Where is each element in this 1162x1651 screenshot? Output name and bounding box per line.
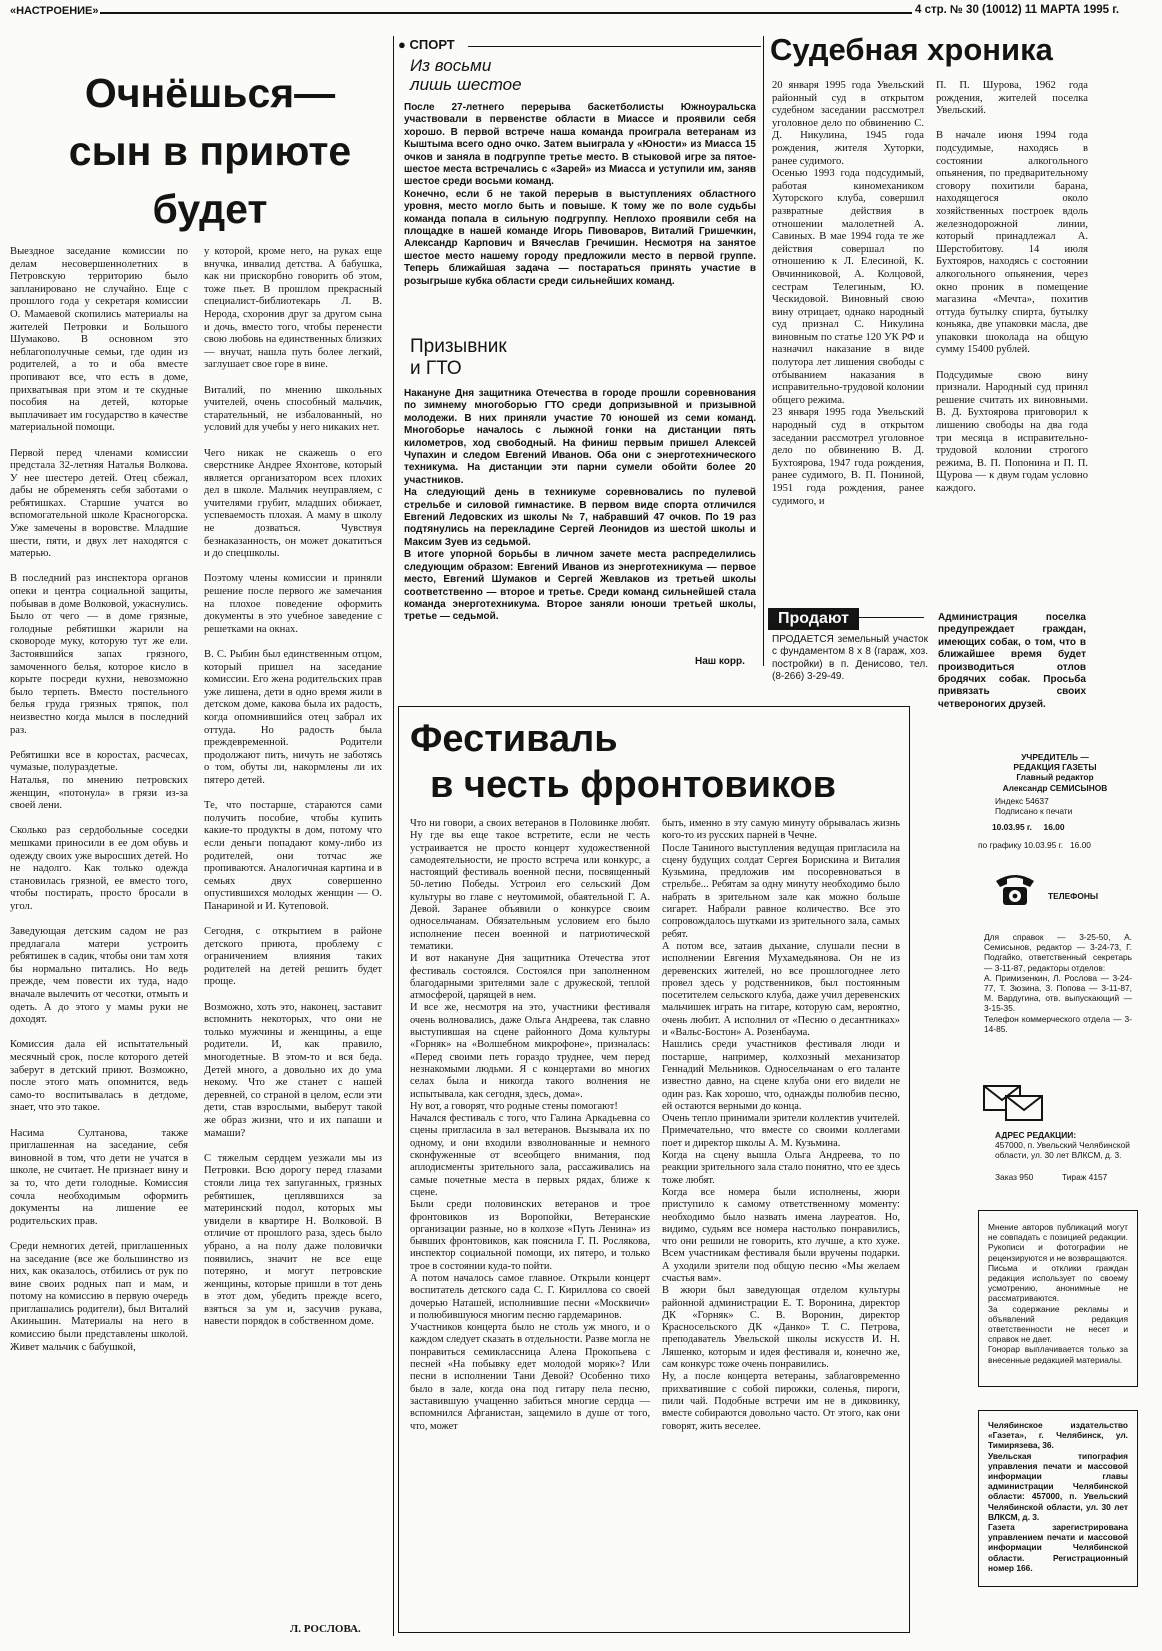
article-signature: Л. РОСЛОВА.	[290, 1623, 361, 1635]
sport-text-2: Накануне Дня защитника Отечества в городе прошли соревнования по зимнему многоборью ГТО среди допризывной и призывной молодежи. В них приняли участие 70 юношей из семи команд. Многоборье началось с лыжной гонки на дистанции пять километров, ход свободный. На финиш первым пришел Алексей Чупахин и следом Евгений Иванов. Оба они с энерготехнического техникума. На дистанции эти парни сумели обойти более 20 участников. На следующий день в техникуме соревновались по пулевой стрельбе и силовой гимнастике. В первом виде спорта отличился Евгений Ледовских из школы № 7, набравший 47 очков. По 19 раз подтянулись на перекладине Сергей Леонидов из шестой школы и Максим Зуев из седьмой. В итоге упорной борьбы в личном зачете места распределились следующим образом: Евгений Иванов из энерготехникума — первое место, Евгений Шумаков и Сергей Жевлаков из третьей школы соответственно — второе и третье. Среди команд сильнейшей стала команда энерготехникума. Второе заняли юноши третьей школы, третье — седьмой.	[404, 388, 756, 623]
sport-title-1: Из восьми лишь шестое	[410, 56, 522, 94]
phone-icon	[990, 865, 1040, 909]
column-rule-right	[763, 36, 764, 666]
issue-info: 4 стр. № 30 (10012) 11 МАРТА 1995 г.	[915, 4, 1120, 16]
sport-title-2: Призывник и ГТО	[410, 336, 507, 379]
masthead-rule	[100, 12, 912, 14]
order-number: Заказ 950	[995, 1172, 1034, 1182]
disclaimer-text: Мнение авторов публикаций могут не совпадать с позицией редакции. Рукописи и фотографии не рецензируются и не возвращаются. Письма и отклики граждан редакция использует по своему усмотрению, анонимные не рассматриваются. За содержание рекламы и объявлений редакция ответственности не несет и справок не дает. Гонорар выплачивается только за внесенные редакцией материалы.	[988, 1222, 1128, 1365]
sport-bullet-icon: ●	[398, 37, 410, 52]
article-col-2: у которой, кроме него, на руках еще внучка, инвалид детства. А бабушка, как ни прискорбно говорить об этом, тоже пьет. В прошлом прекрасный специалист-библиотекарь Л. В. Нерода, схоронив друг за другом сына и дочь, вместо того, чтобы перенести свою любовь на единственных близких — внучат, нашла путь более легкий, заглушает свое горе в вине. Виталий, по мнению школьных учителей, очень способный мальчик, старательный, не избалованный, но условий для учебы у него никаких нет. Чего никак не скажешь о его сверстнике Андрее Яхонтове, который является организатором всех плохих дел в школе. Мальчик неуправляем, с учителями грубит, младших обижает, успеваемость плохая. А маму в школу не дозваться. Чувствуя безнаказанность, он может докатиться и до спецшколы. Поэтому члены комиссии и приняли решение после первого же замечания на плохое поведение оформить документы в это учебное заведение с решетками на окнах. В. С. Рыбин был единственным отцом, который пришел на заседание комиссии. Его жена родительских прав уже лишена, дети в одно время жили в детском доме, какова была их радость, когда опомнившийся отец забрал их оттуда. Но радость была преждевременной. Родители продолжают пить, ничуть не заботясь о том, обуты ли, накормлены ли их пятеро детей. Те, что постарше, стараются сами получить пособие, чтобы купить какие-то продукты в дом, потому что если деньги попадают кому-либо из родителей, они тотчас же пропиваются. Аналогичная картина и в семьях двух совершенно опустившихся молодых женщин — О. Панариной и И. Кутеповой. Сегодня, с открытием в районе детского приюта, проблему с ограничением влияния таких родителей на детей решить будет проще. Возможно, хоть это, наконец, заставит вспомнить некоторых, что они не только мужчины и женщины, а еще родители. И, как правило, многодетные. В этом-то и вся беда. Детей много, а довольно их до ума некому. Что же станет с нашей деревней, со страной в целом, если эти дети, став взрослыми, выберут такой же образ жизни, что и их папаши и мамаши? С тяжелым сердцем уезжали мы из Петровки. Всю дорогу перед глазами стояли лица тех запуганных, грязных ребятишек, цеплявшихся за материнский подол, которых мы увидели в квартире Н. Волковой. В отличие от прошлого раза, здесь было убрано, а на полу даже половички появились, значит не все еще потеряно, и могут петровские женщины, которые пришли в тот день в этот дом, убедить прежде всего, взяться за ум и, засучив рукава, навести порядок в собственном доме.	[204, 246, 382, 1328]
phones-title: ТЕЛЕФОНЫ	[1048, 891, 1099, 901]
article-col-1: Выездное заседание комиссии по делам несовершеннолетних в Петровскую территорию было запланировано не случайно. Еще с прошлого года у секретаря комиссии О. Мамаевой скопились материалы на жителей Петровки и Большого Шумаково. В основном это неблагополучные семьи, где один из родителей, а то и оба вместе пропивают все, что есть в доме, прихватывая при этом и те скудные пособия на детей, которые выплачивает им государство в качестве материальной помощи. Первой перед членами комиссии предстала 32-летняя Наталья Волкова. У нее шестеро детей. Отец сбежал, дабы не обременять себя заботами о ребятишках. Старшие учатся во вспомогательной школе Красногорска. Уже замечены в воровстве. Младшие шести, пяти, и двух лет находятся с матерью. В последний раз инспектора органов опеки и центра социальной защиты, побывав в доме Волковой, ужаснулись. Было от чего — в доме грязные, голодные ребятишки жарили на сковороде муку, которую тут же ели. Застоявшийся запах грязного, замоченного белья, которое кисло в корыте посреди кухни, невозможно было терпеть. Вместо постельного белья груда грязных тряпок, пол неизвестно когда мылся в последний раз. Ребятишки все в коростах, расчесах, чумазые, полураздетые. Наталья, по мнению петровских женщин, «потонула» в грязи из-за своей лени. Сколько раз сердобольные соседки мешками приносили в ее дом обувь и одежду своих уже выросших детей. Но не надолго. Как только одежда становилась грязной, ее вместо того, чтобы постирать, просто бросали в угол. Заведующая детским садом не раз предлагала матери устроить ребятишек в садик, чтобы они там хотя бы нормально питались. Но ведь прежде, чем повести их туда, надо вначале вылечить от чесотки, отмыть и одеть. А до этого у мамы руки не доходят. Комиссия дала ей испытательный месячный срок, после которого детей заберут в детский приют. Возможно, после этого мать опомнится, ведь само-то воспитывалась в детдоме, знает, что это такое. Насима Султанова, также приглашенная на заседание, себя виновной в том, что дети не учатся в школе, не считает. Не признает вину и за то, что дети голодные. Комиссия сочла необходимым оформить документы на лишение ее родительских прав. Среди немногих детей, приглашенных на заседание (все же большинство из них, как оказалось, отбились от рук по вине своих родных пап и мам, и потому на комиссию в первую очередь приглашались родители), был Виталий Акиньшин. Материалы на него в комиссию были представлены школой. Живет мальчик с бабушкой,	[10, 246, 188, 1353]
festival-col-2: быть, именно в эту самую минуту обрывалась жизнь кого-то из русских парней в Чечне. После Таниного выступления ведущая пригласила на сцену будущих солдат Сергея Борискина и Виталия Кузьмина, предложив им посоревноваться в стрельбе... Ребятам за одну минуту необходимо было набрать в зрительном зале как можно больше сигарет. Набрали равное количество. Все это сопровождалось шутками из зрительного зала, самых ребят. А потом все, затаив дыхание, слушали песни в исполнении Евгения Мухамедьянова. Он не из деревенских жителей, но все прошлогоднее лето провел здесь у родственников, был постоянным посетителем сельского клуба, даже учил деревенских мальчишек играть на гитаре, которую сам, вероятно, очень любит. А исполнил от «Песню о десантниках» и «Вальс-Бостон» А. Розенбаума. Нашлись среди участников фестиваля люди и постарше, например, колхозный механизатор Геннадий Мельников. Односельчанам о его таланте известно давно, на сцене клуба они его видели не один раз. Как хорошо, что, однажды полюбив песню, ей остаются верными до конца. Очень тепло принимали зрители коллектив учителей. Примечательно, что вместе со своими коллегами поет и директор школы А. М. Кузьмина. Когда на сцену вышла Ольга Андреева, то по реакции зрительного зала стало понятно, что ее здесь тоже любят. Когда все номера были исполнены, жюри приступило к самому ответственному моменту: необходимо было назвать имена лауреатов. Но, видимо, судьям все номера настолько понравились, что они решили не говорить, кто лучше, а кто хуже. Всем участникам фестиваля были вручены подарки. А уходили зрители под общую песню «Мы желаем счастья вам». В жюри был заведующая отделом культуры районной администрации Е. Т. Воронина, директор ДК «Горняк» С. В. Воронин, директор Красносельского ДК «Данко» Т. С. Петрова, преподаватель Увельской школы искусств И. Н. Ляшенко, которым и идея фестиваля и, конечно же, сам конкурс тоже очень понравились. Ну, а после концерта ветераны, заблаговременно прихватившие с собой пирожки, соленья, пироги, пили чай. Подобные встречи им не в диковинку, вместе собираются довольно часто. От этого, как они говорят, жить веселее.	[662, 818, 900, 1432]
sale-rule	[858, 617, 924, 618]
phones-list: Для справок — 3-25-50, А. Семисынов, редактор — 3-24-73, Г. Подгайко, ответственный секретарь — 3-11-87, редакторы отделов: А. Примизенкин, Л. Рослова — 3-24-77, Т. Зюзина, З. Попова — 3-11-87, М. Вардугина, отв. выпускающий — 3-15-35. Телефон коммерческого отдела — 3-14-85.	[984, 932, 1132, 1034]
founder-block: УЧРЕДИТЕЛЬ — РЕДАКЦИЯ ГАЗЕТЫ Главный редактор Александр СЕМИСЫНОВ	[1002, 752, 1108, 793]
section-name: «НАСТРОЕНИЕ»	[10, 5, 99, 17]
court-headline: Судебная хроника	[770, 32, 1053, 67]
circulation: Тираж 4157	[1062, 1172, 1108, 1182]
schedule-date: по графику 10.03.95 г. 16.00	[978, 840, 1091, 850]
court-col-1: 20 января 1995 года Увельский районный суд в открытом судебном заседании рассмотрел уголовное дело по обвинению С. Д. Никулина, 1945 года рождения, жителя Хуторки, ранее судимого. Осенью 1993 года подсудимый, работая киномехаником Хуторского клуба, совершил развратные действия в отношении малолетней А. Савиных. В мае 1994 года те же действия совершал по отношению к Л. Елесиной, К. Овчинниковой, А. Колцовой, сестрам Телегиным, Ю. Ческидовой. Виновный свою вину отрицает, однако народный суд признал С. Никулина виновным по статье 120 УК РФ и назначил наказание в виде полутора лет лишения свободы с отбыванием наказания в исправительно-трудовой колонии общего режима. 23 января 1995 года Увельский народный суд в открытом заседании рассмотрел уголовное дело по обвинению В. Д. Бухтоярова, 1947 года рождения, ранее судимого, В. П. Пониной, 1951 года рождения, ранее судимого, и	[772, 80, 924, 507]
address-text: 457000, п. Увельский Челябинской области, ул. 30 лет ВЛКСМ, д. 3.	[995, 1140, 1130, 1161]
festival-headline: Фестиваль в честь фронтовиков	[410, 718, 837, 806]
article-headline: Очнёшься— сын в приюте будет	[68, 70, 352, 232]
sport-rule	[468, 46, 761, 47]
dogs-notice: Администрация поселка предупреждает граждан, имеющих собак, о том, что в ближайшее время будет производиться отлов бродячих собак. Просьба привязать своих четвероногих друзей.	[938, 612, 1089, 710]
court-col-2: П. П. Шурова, 1962 года рождения, жителей поселка Увельский. В начале июня 1994 года подсудимые, находясь в состоянии алкогольного опьянения, по предварительному сговору похитили барана, находящегося около хозяйственных построек вдоль железнодорожной линии, который принадлежал А. Шерстобитову. 14 июля Бухтояров, находясь с состоянии алкогольного опьянения, через окно проник в помещение магазина «Мечта», похитив оттуда бутылку спирта, бутылку коньяка, две упаковки масла, две упаковки шоколада на общую сумму 15400 рублей. Подсудимые свою вину признали. Народный суд принял решение считать их виновными. В. Д. Бухтоярова приговорил к лишению свободы на два года три месяца в исправительно-трудовой колонии строгого режима, В. П. Попонина и П. П. Щурова — к двум годам условно каждого.	[936, 80, 1088, 494]
sale-text: ПРОДАЕТСЯ земельный участок с фундаментом 8 х 8 (гараж, хоз. постройки) в п. Денисово, тел. (8-266) 3-29-49.	[772, 634, 931, 683]
sport-text-1: После 27-летнего перерыва баскетболисты Южноуральска участвовали в первенстве области в Миассе и проявили себя хорошо. В первой встрече наша команда проиграла ветеранам из Кыштыма всего одно очко. Затем выиграла у «Юности» из Миасса 15 очков и заняла в подгруппе третье место. В стыковой игре за пятое-шестое места встречались с «Зарей» из Миасса и уступили им, заняв шестое среди восьми команд. Конечно, если б не такой перерыв в выступлениях областного уровня, место могло быть и повыше. К тому же по воле судьбы команда попала в сильную подгруппу. Неплохо проявили себя на площадке в нашей команде Игорь Пивоваров, Виталий Гришечкин, Александр Карпович и Вячеслав Гречишин. Несмотря на занятое шестое место нашему городу предложили место в первой группе. Теперь ближайшая задача — постараться принять участие в розыгрыше кубка области среди сильнейших команд.	[404, 102, 756, 287]
index-block: Индекс 54637 Подписано к печати	[995, 796, 1073, 817]
festival-col-1: Что ни говори, а своих ветеранов в Половинке любят. Ну где вы еще такое встретите, если не честь устраивается не просто концерт художественной самодеятельности, не просто встреча или конкурс, а настоящий фестиваль военной песни, посвященный 50-летию Победы. Устроил его сельский Дом культуры во главе с неутомимой, обаятельной Г. А. Девой. Заранее объявили о конкурсе своим односельчанам. Обязательным условием его было исполнение песен военной и патриотической тематики. И вот накануне Дня защитника Отечества этот фестиваль состоялся. Состоялся при заполненном благодарными зрителями зале с дружеской, теплой атмосферой, царящей в нем. И все же, несмотря на это, участники фестиваля очень волновались, даже Ольга Андреева, так славно выступившая на сцене районного Дома культуры «Горняк» на «Волшебном микрофоне», призналась: «Перед своими петь гораздо труднее, чем перед незнакомыми людьми. Я с концертами во многих селах была и никогда такого волнения не испытывала, как сегодня, здесь, дома». Ну вот, а говорят, что родные стены помогают! Начался фестиваль с того, что Галина Аркадьевна со сцены пригласила в зал ветеранов. Вызывала их по одному, и они входили взволнованные и немного сконфуженные от всеобщего внимания, под аплодисменты зрительного зала, рассаживались на самые почетные места в первых рядах, ближе к сцене. Были среди половинских ветеранов и трое фронтовиков из Воропойки, Ветеранские организации разные, но в колхозе «Путь Ленина» из бывших фронтовиков, как пояснила Г. П. Рослякова, инспектор социальной помощи, их пятеро, и только трое в состоянии куда-то пойти. А потом началось самое главное. Открыли концерт воспитатель детского сада С. Г. Кириллова со своей дочерью Наташей, исполнившие песни «Москвичи» и полюбившуюся многим песню гардемаринов. Участников концерта было не столь уж много, и о каждом следует сказать в отдельности. Разве могла не понравиться семиклассница Алена Прокопьева с песней «На побывку едет молодой моряк»? Или песни в исполнении Тани Девой? Особенно тихо было в зале, когда она под гитару пела песню, заставившую учащенно забиться многие сердца — вспомнился Афганистан, защемило в душе от того, что, может	[410, 818, 650, 1432]
envelope-icon	[982, 1080, 1046, 1126]
sale-rubric: Продают	[768, 608, 859, 630]
printing-text: Челябинское издательство «Газета», г. Челябинск, ул. Тимирязева, 36. Увельская типография управления печати и массовой информации главы администрации Челябинской области: 457000, п. Увельский Челябинской области, ул. 30 лет ВЛКСМ, д. 3. Газета зарегистрирована управлением печати и массовой информации Челябинской области. Регистрационный номер 166.	[988, 1420, 1128, 1573]
column-rule-left	[393, 36, 394, 1636]
sport-rubric: ● СПОРТ	[398, 37, 455, 52]
sport-signature: Наш корр.	[695, 656, 745, 667]
signed-date: 10.03.95 г. 16.00	[992, 822, 1065, 832]
address-title: АДРЕС РЕДАКЦИИ:	[995, 1130, 1077, 1140]
